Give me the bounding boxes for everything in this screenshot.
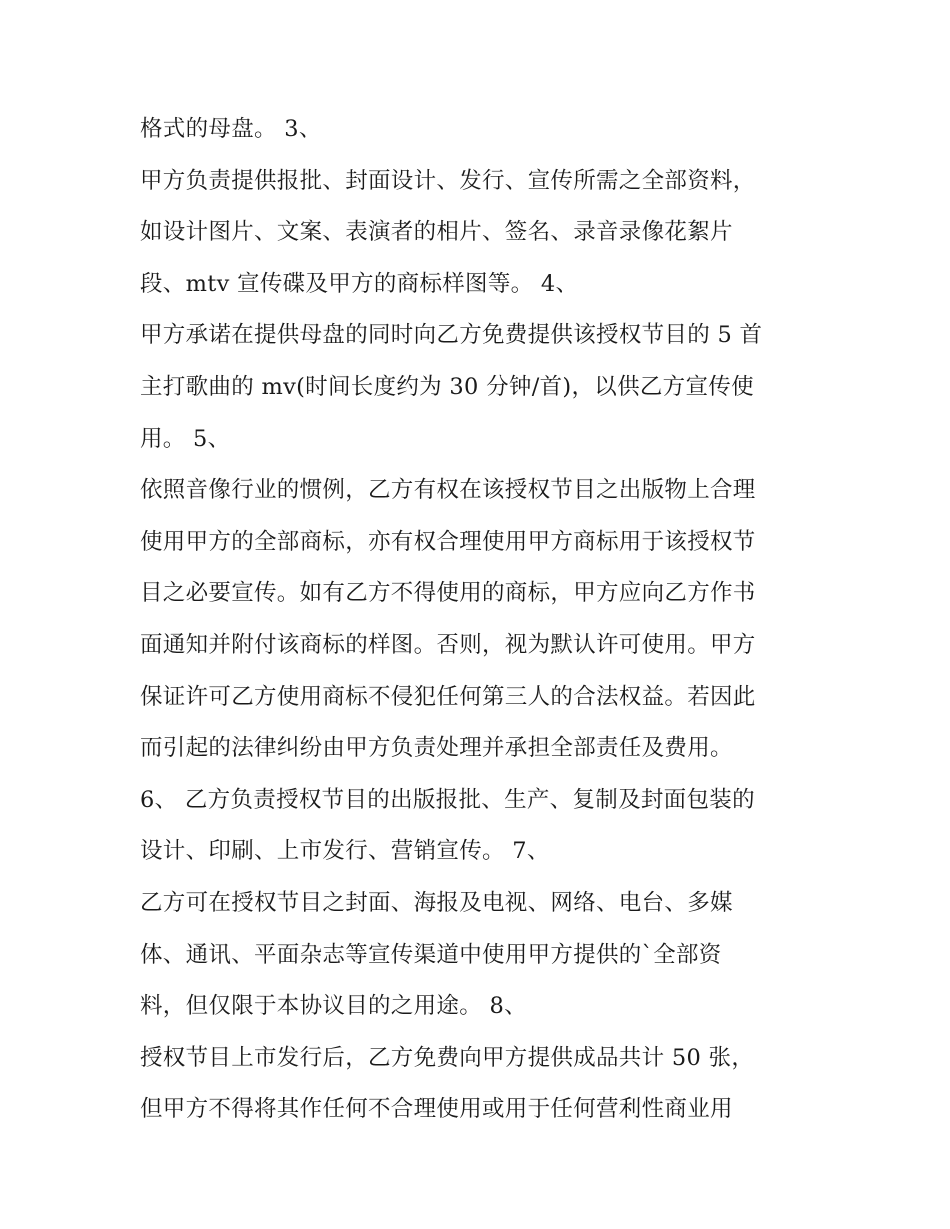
text-line: 体、通讯、平面杂志等宣传渠道中使用甲方提供的`全部资 [140, 941, 722, 968]
text-line: 但甲方不得将其作任何不合理使用或用于任何营利性商业用 [140, 1096, 733, 1123]
text-line: 设计、印刷、上市发行、营销宣传。 7、 [140, 838, 550, 865]
text-line: 格式的母盘。 3、 [140, 116, 322, 142]
text-line: 如设计图片、文案、表演者的相片、签名、录音录像花絮片 [140, 219, 733, 246]
text-line: 目之必要宣传。如有乙方不得使用的商标，甲方应向乙方作书 [140, 580, 756, 607]
text-line: 依照音像行业的惯例，乙方有权在该授权节目之出版物上合理 [140, 477, 756, 504]
text-line: 乙方可在授权节目之封面、海报及电视、网络、电台、多媒 [140, 889, 733, 916]
text-line: 6、 乙方负责授权节目的出版报批、生产、复制及封面包装的 [140, 786, 755, 813]
text-line: 甲方承诺在提供母盘的同时向乙方免费提供该授权节目的 5 首 [140, 322, 763, 349]
text-line: 段、mtv 宣传碟及甲方的商标样图等。 4、 [140, 270, 579, 297]
text-line: 保证许可乙方使用商标不侵犯任何第三人的合法权益。若因此 [140, 683, 756, 710]
document-body [140, 104, 820, 1136]
text-line: 用。 5、 [140, 425, 231, 452]
text-line: 甲方负责提供报批、封面设计、发行、宣传所需之全部资料， [140, 167, 756, 194]
text-line: 主打歌曲的 mv(时间长度约为 30 分钟/首)，以供乙方宣传使 [140, 373, 754, 400]
text-line: 面通知并附付该商标的样图。否则，视为默认许可使用。甲方 [140, 631, 756, 658]
text-line: 授权节目上市发行后，乙方免费向甲方提供成品共计 50 张， [140, 1044, 755, 1071]
text-line: 而引起的法律纠纷由甲方负责处理并承担全部责任及费用。 [140, 735, 733, 762]
text-line: 料，但仅限于本协议目的之用途。 8、 [140, 993, 527, 1020]
text-line: 使用甲方的全部商标，亦有权合理使用甲方商标用于该授权节 [140, 528, 756, 555]
